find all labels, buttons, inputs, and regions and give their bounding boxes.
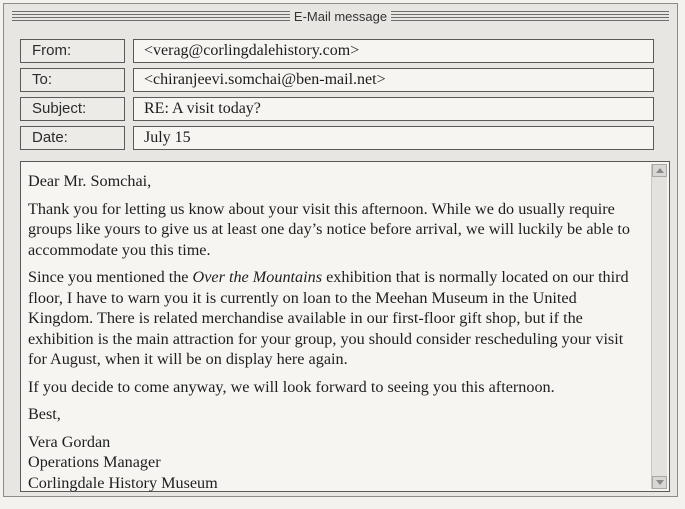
closing: Best,: [28, 405, 61, 423]
to-field[interactable]: <chiranjeevi.somchai@ben-mail.net>: [133, 68, 654, 92]
exhibition-title: Over the Mountains: [192, 268, 323, 286]
subject-label: Subject:: [20, 97, 125, 121]
paragraph-2-start: Since you mentioned the: [28, 268, 193, 286]
email-window: [3, 3, 678, 497]
greeting: Dear Mr. Somchai,: [28, 172, 152, 190]
message-body[interactable]: [20, 161, 670, 492]
subject-row: [20, 97, 654, 121]
from-label: From:: [20, 39, 125, 63]
signature-org: Corlingdale History Museum: [28, 473, 218, 492]
signature-title: Operations Manager: [28, 453, 161, 471]
paragraph-3: If you decide to come anyway, we will look forward to seeing you this afternoon.: [28, 377, 555, 396]
window-title: E-Mail message: [293, 9, 388, 24]
message-text: [28, 171, 636, 493]
to-label: To:: [20, 68, 125, 92]
from-row: [20, 39, 654, 63]
vertical-scrollbar[interactable]: [651, 164, 667, 489]
from-field[interactable]: <verag@corlingdalehistory.com>: [133, 39, 654, 63]
title-stripes-right: [391, 11, 669, 22]
paragraph-2-end: exhibition that is normally located on our third floor, I have to warn you it is currently on loan to the Meehan Museum in the United Kingdom. There is related merchandise available in our first-floor gift shop, but if the exhibition is the main attraction for your group, you should consider rescheduling your visit for August, when it will be on display here again.: [28, 268, 629, 368]
subject-field[interactable]: RE: A visit today?: [133, 97, 654, 121]
arrow-down-icon: [656, 480, 664, 485]
to-row: [20, 68, 654, 92]
title-bar: [12, 8, 669, 25]
title-stripes-left: [12, 11, 290, 22]
date-label: Date:: [20, 126, 125, 150]
paragraph-2: [28, 267, 636, 370]
signature-name: Vera Gordan: [28, 432, 111, 451]
scroll-up-button[interactable]: [652, 164, 667, 177]
date-row: [20, 126, 654, 150]
date-field[interactable]: July 15: [133, 126, 654, 150]
arrow-up-icon: [656, 168, 664, 173]
paragraph-1: Thank you for letting us know about your visit this afternoon. While we do usually require groups like yours to give us at least one day’s notice before arrival, we will luckily be able to accommodate you this time.: [28, 199, 630, 259]
scroll-down-button[interactable]: [652, 476, 667, 489]
